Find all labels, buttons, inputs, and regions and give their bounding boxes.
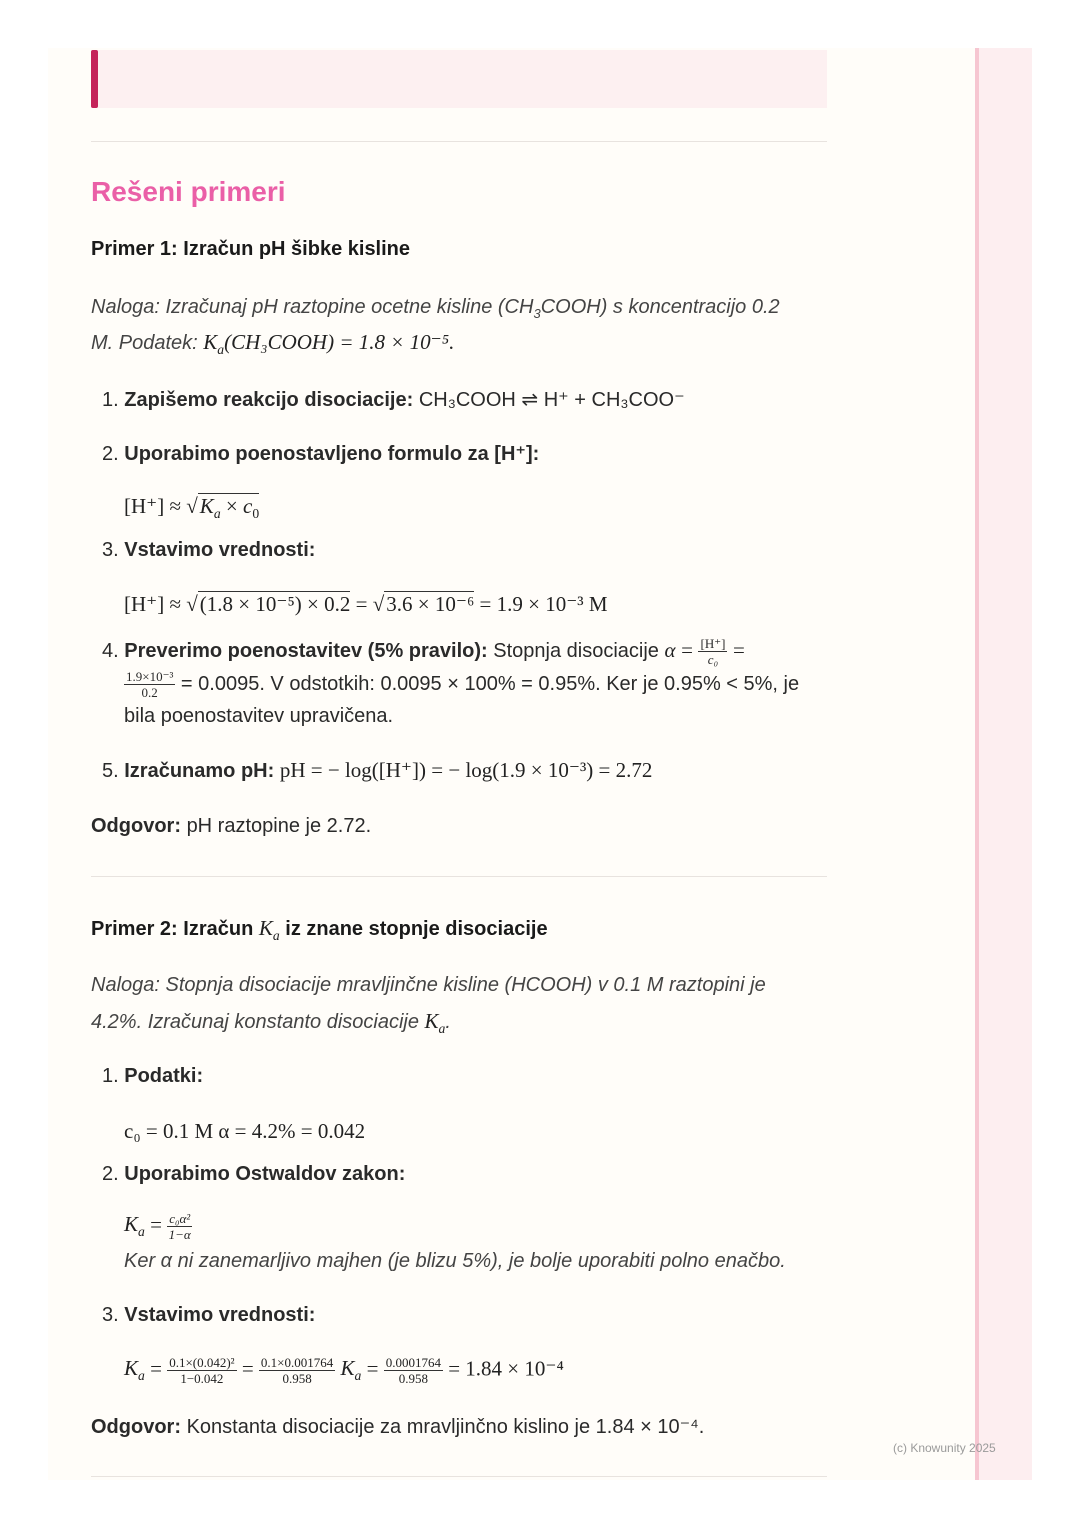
- copyright: (c) Knowunity 2025: [893, 1441, 996, 1455]
- example-2-step-2: 2. Uporabimo Ostwaldov zakon:: [102, 1163, 406, 1185]
- example-2-answer: Odgovor: Konstanta disociacije za mravljinčno kislino je 1.84 × 10⁻⁴.: [91, 1416, 705, 1438]
- example-1-step-2-formula: $[H^+] \approx √K_a \times c_0$: [124, 494, 260, 522]
- example-2-step-3-formula: $K_a$ = $\frac{\text{0.1×(0.042)²}}{1-0.042}$ = $\frac{0.1\times 0.001764}{0.958}$ $K_a$ = $\frac{0.0001764}{0.958}$ = 1.84 × 10⁻⁴: [124, 1355, 564, 1386]
- section-title: Rešeni primeri: [91, 176, 286, 207]
- callout-box: [91, 50, 827, 108]
- example-2-task-line2: 4.2%. Izračunaj konstanto disociacije $K_a$.: [91, 1009, 451, 1037]
- divider: [91, 141, 827, 142]
- example-1-step-4-line3: bila poenostavitev upravičena.: [124, 705, 394, 727]
- example-2-note: Ker α ni zanemarljivo majhen (je blizu 5%), je bolje uporabiti polno enačbo.: [124, 1250, 786, 1272]
- example-1-step-4-line1: 4. Preverimo poenostavitev (5% pravilo): Stopnja disociacije α = $\frac{[H^+]}{\text{c₀}}$ =: [102, 636, 745, 667]
- example-1-title: Primer 1: Izračun pH šibke kisline: [91, 238, 411, 260]
- example-2-step-1-data: c₀ = 0.1 M α = 4.2% = 0.042: [124, 1119, 366, 1143]
- divider: [91, 876, 827, 877]
- example-1-task-line1: Naloga: Izračunaj pH raztopine ocetne kisline $(CH_3COOH)$ s koncentracijo 0.2: [91, 296, 780, 321]
- example-2-step-1: 1. Podatki:: [102, 1065, 204, 1087]
- example-2-step-3: 3. Vstavimo vrednosti:: [102, 1304, 316, 1326]
- example-2-ostwald-formula: $K_a$ = $\frac{\text{c₀α²}}{1-\alpha}$: [124, 1211, 191, 1242]
- example-1-step-3-formula: [H⁺] ≈ √(1.8 × 10⁻⁵) × 0.2 = √3.6 × 10⁻⁶ = 1.9 × 10⁻³ M: [124, 592, 608, 616]
- callout-accent-bar: [91, 50, 98, 108]
- example-1-step-3: 3. Vstavimo vrednosti:: [102, 539, 316, 561]
- example-1-step-2: 2. Uporabimo poenostavljeno formulo za [H⁺]:: [102, 443, 540, 465]
- example-2-title: Primer 2: Izračun $K_a$ iz znane stopnje disociacije: [91, 916, 548, 944]
- right-margin-line: [975, 48, 979, 1480]
- example-2-task-line1: Naloga: Stopnja disociacije mravljinčne kisline (HCOOH) v 0.1 M raztopini je: [91, 974, 766, 996]
- right-margin-band: [975, 48, 1032, 1480]
- example-1-step-4-line2: $\frac{\text{1.9×10⁻³}}{0.2}$ = 0.0095. V odstotkih: 0.0095 × 100% = 0.95%. Ker je 0.95% < 5%, je: [126, 669, 800, 700]
- example-1-task-line2: M. Podatek: $K_a(CH_3COOH) = 1.8 \times 10^{-5}$.: [91, 330, 455, 358]
- divider: [91, 1476, 827, 1477]
- example-1-step-1: 1. Zapišemo reakcijo disociacije: CH₃COOH ⇌ H⁺ + CH₃COO⁻: [102, 389, 685, 411]
- example-1-step-5: 5. Izračunamo pH: pH = − log([H⁺]) = − log(1.9 × 10⁻³) = 2.72: [102, 758, 653, 782]
- example-1-answer: Odgovor: pH raztopine je 2.72.: [91, 815, 372, 837]
